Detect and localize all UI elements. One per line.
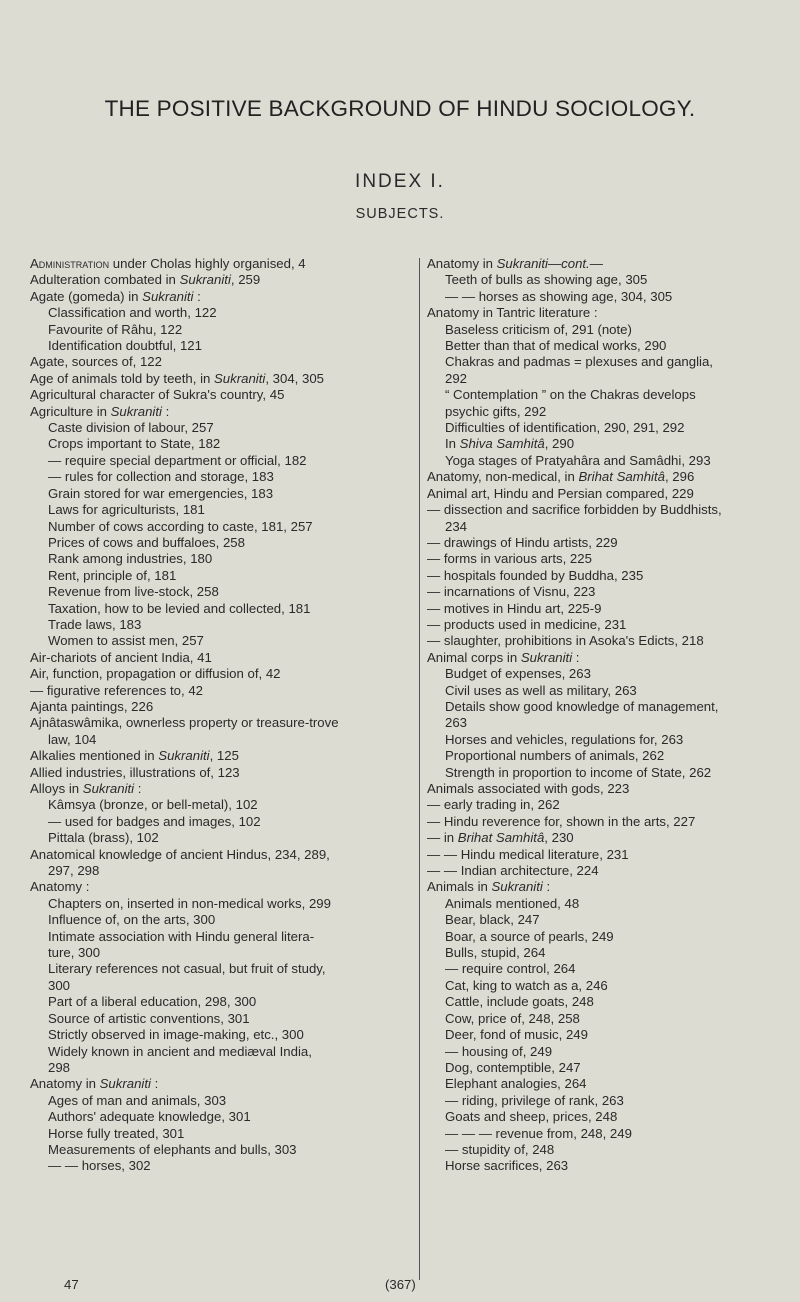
index-entry [427, 584, 783, 600]
index-entry [427, 535, 783, 551]
index-entry-text: Baseless criticism of, 291 (note) [445, 321, 632, 337]
index-entry [30, 436, 386, 452]
index-entry-text: — dissection and sacrifice forbidden by Buddhists, [427, 502, 722, 518]
index-entry [30, 568, 386, 584]
index-column-left [30, 256, 386, 1175]
index-column-right [427, 256, 783, 1175]
index-entry-text: Age of animals told by teeth, in [30, 370, 215, 386]
index-entry-text: Agate, sources of, 122 [30, 354, 162, 370]
index-entry [427, 338, 783, 354]
index-entry-text: Chapters on, inserted in non-medical works, 299 [48, 895, 331, 911]
index-entry-title: Sukraniti [99, 1076, 151, 1092]
index-entry [30, 830, 386, 846]
index-entry [30, 1027, 386, 1043]
index-entry-suffix: : [572, 649, 580, 665]
index-entry-text: Yoga stages of Pratyahâra and Samâdhi, 293 [445, 452, 711, 468]
index-entry-text: Taxation, how to be levied and collected, 181 [48, 600, 311, 616]
index-entry-text: Difficulties of identification, 290, 291, 292 [445, 420, 685, 436]
index-entry-text: 292 [445, 370, 468, 386]
index-entry-text: “ Contemplation ” on the Chakras develops [445, 387, 696, 403]
index-entry-text: Anatomical knowledge of ancient Hindus, 234, 289, [30, 846, 330, 862]
index-entry [30, 814, 386, 830]
index-entry [427, 945, 783, 961]
index-entry-text: under Cholas highly organised, 4 [109, 256, 306, 271]
index-entry-text: Goats and sheep, prices, 248 [445, 1109, 618, 1125]
index-entry [30, 338, 386, 354]
index-entry-text: Alkalies mentioned in [30, 748, 159, 764]
index-entry-title: Sukraniti [158, 748, 210, 764]
index-entry [427, 666, 783, 682]
index-entry-text: Grain stored for war emergencies, 183 [48, 485, 274, 501]
index-entry-title: Brihat Samhitâ [578, 469, 665, 485]
index-entry [427, 847, 783, 863]
index-entry-text: Animals associated with gods, 223 [427, 781, 630, 796]
index-entry-text: Classification and worth, 122 [48, 305, 217, 321]
index-entry [30, 879, 386, 895]
index-entry [30, 617, 386, 633]
index-entry [30, 519, 386, 535]
index-entry [30, 322, 386, 338]
index-entry-suffix: : [161, 403, 170, 419]
index-entry-text: law, 104 [48, 731, 97, 747]
index-entry-suffix: : [134, 781, 142, 796]
index-entry [30, 1044, 386, 1060]
index-entry-text: 263 [445, 715, 468, 731]
index-entry [427, 1109, 783, 1125]
page-number-center: (367) [385, 1277, 416, 1292]
index-entry [427, 683, 783, 699]
index-entry [427, 994, 783, 1010]
index-entry-suffix: : [150, 1076, 159, 1092]
index-entry-suffix: , 230 [544, 830, 574, 846]
index-entry [30, 1011, 386, 1027]
index-entry-suffix: , 259 [230, 272, 261, 288]
index-entry [427, 354, 783, 370]
index-entry-text: Strictly observed in image-making, etc., 300 [48, 1027, 304, 1043]
index-entry [30, 847, 386, 863]
index-entry [30, 765, 386, 781]
index-entry-text: Animal art, Hindu and Persian compared, 229 [427, 485, 694, 501]
index-entry [30, 289, 386, 305]
index-entry-title: Sukraniti [520, 649, 573, 665]
index-entry [427, 404, 783, 420]
index-entry [30, 633, 386, 649]
index-entry-suffix: , 290 [544, 436, 575, 452]
index-entry [427, 1044, 783, 1060]
index-entry [427, 929, 783, 945]
index-entry [427, 1011, 783, 1027]
index-entry [30, 256, 386, 272]
index-entry-text: Rank among industries, 180 [48, 551, 213, 567]
index-entry-text: Kâmsya (bronze, or bell-metal), 102 [48, 797, 258, 813]
index-entry-text: Anatomy in [427, 256, 497, 271]
index-entry [30, 945, 386, 961]
column-divider [419, 258, 420, 1280]
index-entry [427, 633, 783, 649]
index-entry [30, 896, 386, 912]
index-entry-text: Bulls, stupid, 264 [445, 945, 546, 961]
index-entry-text: Widely known in ancient and mediæval India, [48, 1043, 312, 1059]
index-entry [30, 781, 386, 797]
index-entry-text: — forms in various arts, 225 [427, 551, 592, 567]
index-entry-text: Boar, a source of pearls, 249 [445, 928, 614, 944]
index-entry [30, 1158, 386, 1174]
index-entry [30, 748, 386, 764]
index-entry-text: — — horses as showing age, 304, 305 [445, 288, 673, 304]
index-entry [30, 994, 386, 1010]
section-title: SUBJECTS. [355, 206, 445, 222]
index-entry-suffix: , 125 [209, 748, 239, 764]
index-entry-text: Caste division of labour, 257 [48, 420, 214, 436]
index-entry-text: Allied industries, illustrations of, 123 [30, 764, 240, 780]
index-entry-text: — riding, privilege of rank, 263 [445, 1092, 624, 1108]
index-entry-text: Prices of cows and buffaloes, 258 [48, 534, 245, 550]
index-entry [30, 699, 386, 715]
index-entry-text: — — Hindu medical literature, 231 [427, 846, 629, 862]
index-entry [427, 781, 783, 797]
index-entry-text: — early trading in, 262 [427, 797, 560, 813]
index-entry [427, 1158, 783, 1174]
index-entry [30, 453, 386, 469]
index-entry [30, 650, 386, 666]
index-entry-text: Agricultural character of Sukra's country, 45 [30, 387, 285, 403]
index-entry [30, 371, 386, 387]
index-entry [30, 387, 386, 403]
index-entry [30, 666, 386, 682]
index-entry-text: Ajanta paintings, 226 [30, 698, 154, 714]
index-entry-title: Sukraniti [214, 370, 266, 386]
index-entry [427, 830, 783, 846]
index-entry [30, 912, 386, 928]
index-entry-text: Air, function, propagation or diffusion of, 42 [30, 666, 281, 682]
index-entry [30, 1142, 386, 1158]
index-entry [427, 469, 783, 485]
index-entry [30, 1093, 386, 1109]
index-entry [30, 584, 386, 600]
index-entry-text: Cat, king to watch as a, 246 [445, 977, 608, 993]
index-entry-text: — motives in Hindu art, 225-9 [427, 600, 602, 616]
index-entry [427, 863, 783, 879]
index-entry-text: Details show good knowledge of management, [445, 698, 719, 714]
index-entry-text: Anatomy in Tantric literature : [427, 305, 598, 321]
index-entry-text: Chakras and padmas = plexuses and ganglia, [445, 354, 713, 370]
index-entry-text: — housing of, 249 [445, 1043, 553, 1059]
index-entry-text: — figurative references to, 42 [30, 682, 203, 698]
index-entry-text: Anatomy in [30, 1076, 100, 1092]
index-entry-text: — products used in medicine, 231 [427, 616, 627, 632]
index-entry-text: — require control, 264 [445, 961, 576, 977]
index-entry-text: Animals mentioned, 48 [445, 895, 580, 911]
index-entry-text: psychic gifts, 292 [445, 403, 547, 419]
index-entry-text: Animal corps in [427, 649, 521, 665]
index-entry-text: Intimate association with Hindu general litera- [48, 928, 315, 944]
index-entry-text: Horse fully treated, 301 [48, 1125, 185, 1141]
index-entry [427, 978, 783, 994]
index-entry-text: Elephant analogies, 264 [445, 1076, 587, 1092]
index-entry [30, 1126, 386, 1142]
index-entry [30, 601, 386, 617]
index-entry-suffix: — [589, 256, 603, 271]
index-entry [427, 256, 783, 272]
index-entry-text: Adulteration combated in [30, 272, 180, 288]
index-entry [30, 863, 386, 879]
index-entry [30, 978, 386, 994]
index-entry-text: Horse sacrifices, 263 [445, 1158, 569, 1174]
index-entry-title: Brihat Samhitâ [457, 830, 545, 846]
index-entry-text: — — — revenue from, 248, 249 [445, 1125, 632, 1141]
index-entry-text: Bear, black, 247 [445, 912, 540, 928]
index-entry [30, 305, 386, 321]
index-entry-text: — slaughter, prohibitions in Asoka's Edicts, 218 [427, 633, 704, 649]
index-entry [30, 715, 386, 731]
index-entry-text: Women to assist men, 257 [48, 633, 204, 649]
index-entry [427, 436, 783, 452]
index-entry-text: — Hindu reverence for, shown in the arts, 227 [427, 813, 696, 829]
index-entry [30, 354, 386, 370]
index-entry-text: Part of a liberal education, 298, 300 [48, 994, 257, 1010]
index-entry-title: Sukraniti [110, 403, 162, 419]
index-entry [427, 1093, 783, 1109]
index-entry-text: Strength in proportion to income of State, 262 [445, 764, 712, 780]
index-entry-suffix: , 296 [664, 469, 695, 485]
index-entry-text: — require special department or official, 182 [48, 452, 307, 468]
index-entry-text: Trade laws, 183 [48, 616, 142, 632]
index-entry [427, 617, 783, 633]
index-entry [30, 420, 386, 436]
index-entry-text: Proportional numbers of animals, 262 [445, 748, 665, 764]
index-entry-text: Anatomy : [30, 879, 90, 895]
index-entry-text: 234 [445, 518, 468, 534]
index-entry-text: Ages of man and animals, 303 [48, 1092, 227, 1108]
index-entry-text: Horses and vehicles, regulations for, 263 [445, 731, 684, 747]
index-entry-text: Civil uses as well as military, 263 [445, 682, 637, 698]
index-entry-text: ture, 300 [48, 945, 101, 961]
index-entry [427, 387, 783, 403]
index-entry-text: Literary references not casual, but fruit of study, [48, 961, 326, 977]
index-entry [427, 453, 783, 469]
index-entry [427, 650, 783, 666]
index-entry [427, 715, 783, 731]
index-entry-text: 298 [48, 1059, 71, 1075]
index-entry-suffix: : [193, 288, 201, 304]
index-entry-title: Sukraniti [142, 288, 194, 304]
index-entry [30, 1060, 386, 1076]
index-entry [427, 748, 783, 764]
index-entry [427, 322, 783, 338]
index-entry [427, 601, 783, 617]
index-entry-text: Favourite of Râhu, 122 [48, 321, 183, 337]
index-entry-text: Number of cows according to caste, 181, 257 [48, 518, 313, 534]
index-entry [427, 289, 783, 305]
index-entry-text: Laws for agriculturists, 181 [48, 502, 205, 518]
index-entry [427, 797, 783, 813]
index-entry-suffix: , 304, 305 [265, 370, 324, 386]
index-entry [427, 568, 783, 584]
index-entry-text: Animals in [427, 879, 492, 895]
index-entry-text: — — horses, 302 [48, 1158, 151, 1174]
index-entry-text: Agate (gomeda) in [30, 288, 143, 304]
index-headword: Administration [30, 256, 110, 271]
index-entry-text: Budget of expenses, 263 [445, 666, 591, 682]
index-entry-text: Anatomy, non-medical, in [427, 469, 579, 485]
index-entry-title: Sukraniti [491, 879, 543, 895]
index-entry-text: 300 [48, 977, 71, 993]
index-entry [427, 765, 783, 781]
index-entry [30, 961, 386, 977]
book-title: THE POSITIVE BACKGROUND OF HINDU SOCIOLOGY. [104, 96, 696, 121]
index-entry-suffix: : [542, 879, 551, 895]
index-entry-text: Revenue from live-stock, 258 [48, 584, 219, 600]
index-entry [427, 420, 783, 436]
index-entry [427, 502, 783, 518]
index-entry [30, 797, 386, 813]
index-entry-title: Sukraniti—cont. [496, 256, 590, 271]
index-entry [30, 732, 386, 748]
index-entry [427, 912, 783, 928]
index-entry-text: Pittala (brass), 102 [48, 830, 159, 846]
index-entry-text: — in [427, 830, 458, 846]
index-entry [30, 502, 386, 518]
index-entry [30, 404, 386, 420]
index-entry [427, 699, 783, 715]
index-entry [427, 486, 783, 502]
index-entry-text: — hospitals founded by Buddha, 235 [427, 567, 644, 583]
index-entry [30, 535, 386, 551]
index-entry-text: Rent, principle of, 181 [48, 567, 177, 583]
index-entry [427, 1076, 783, 1092]
index-entry-text: — incarnations of Visnu, 223 [427, 584, 596, 600]
index-entry-text: Cattle, include goats, 248 [445, 994, 594, 1010]
index-entry-text: Agriculture in [30, 403, 111, 419]
index-entry [427, 1060, 783, 1076]
index-entry-text: Ajnâtaswâmika, ownerless property or treasure-trove [30, 715, 339, 731]
index-entry [427, 519, 783, 535]
index-entry-title: Sukraniti [179, 272, 231, 288]
index-entry [427, 1126, 783, 1142]
index-entry-text: Crops important to State, 182 [48, 436, 221, 452]
index-entry-text: Deer, fond of music, 249 [445, 1027, 588, 1043]
index-entry-text: Dog, contemptible, 247 [445, 1059, 581, 1075]
index-entry [30, 683, 386, 699]
index-entry-text: — rules for collection and storage, 183 [48, 469, 274, 485]
index-entry-text: Identification doubtful, 121 [48, 338, 202, 354]
index-entry [427, 272, 783, 288]
index-entry [427, 961, 783, 977]
index-entry [427, 305, 783, 321]
index-entry [30, 1076, 386, 1092]
index-title: INDEX I. [355, 171, 445, 192]
index-entry-text: Cow, price of, 248, 258 [445, 1010, 580, 1026]
index-entry-text: In [445, 436, 460, 452]
index-entry [427, 371, 783, 387]
index-entry [427, 814, 783, 830]
index-entry [30, 486, 386, 502]
index-entry-text: Source of artistic conventions, 301 [48, 1010, 250, 1026]
index-entry [30, 1109, 386, 1125]
index-entry [30, 929, 386, 945]
index-entry [427, 879, 783, 895]
index-entry-text: — stupidity of, 248 [445, 1141, 555, 1157]
index-entry [427, 1027, 783, 1043]
index-entry-text: — used for badges and images, 102 [48, 813, 261, 829]
index-entry [427, 732, 783, 748]
index-entry-text: Influence of, on the arts, 300 [48, 912, 216, 928]
index-entry-title: Sukraniti [82, 781, 135, 796]
index-entry [427, 1142, 783, 1158]
page-number-left: 47 [64, 1277, 79, 1292]
index-entry-text: Teeth of bulls as showing age, 305 [445, 272, 648, 288]
index-entry-text: Air-chariots of ancient India, 41 [30, 649, 212, 665]
index-entry-text: 297, 298 [48, 863, 100, 879]
index-entry [427, 551, 783, 567]
index-entry-title: Shiva Samhitâ [459, 436, 545, 452]
index-entry [30, 272, 386, 288]
index-entry-text: Measurements of elephants and bulls, 303 [48, 1141, 297, 1157]
index-entry [30, 551, 386, 567]
index-entry-text: — drawings of Hindu artists, 229 [427, 534, 618, 550]
index-entry-text: Authors' adequate knowledge, 301 [48, 1109, 251, 1125]
index-entry [30, 469, 386, 485]
index-entry-text: — — Indian architecture, 224 [427, 863, 599, 879]
index-entry-text: Better than that of medical works, 290 [445, 338, 667, 354]
index-entry [427, 896, 783, 912]
index-entry-text: Alloys in [30, 781, 83, 796]
